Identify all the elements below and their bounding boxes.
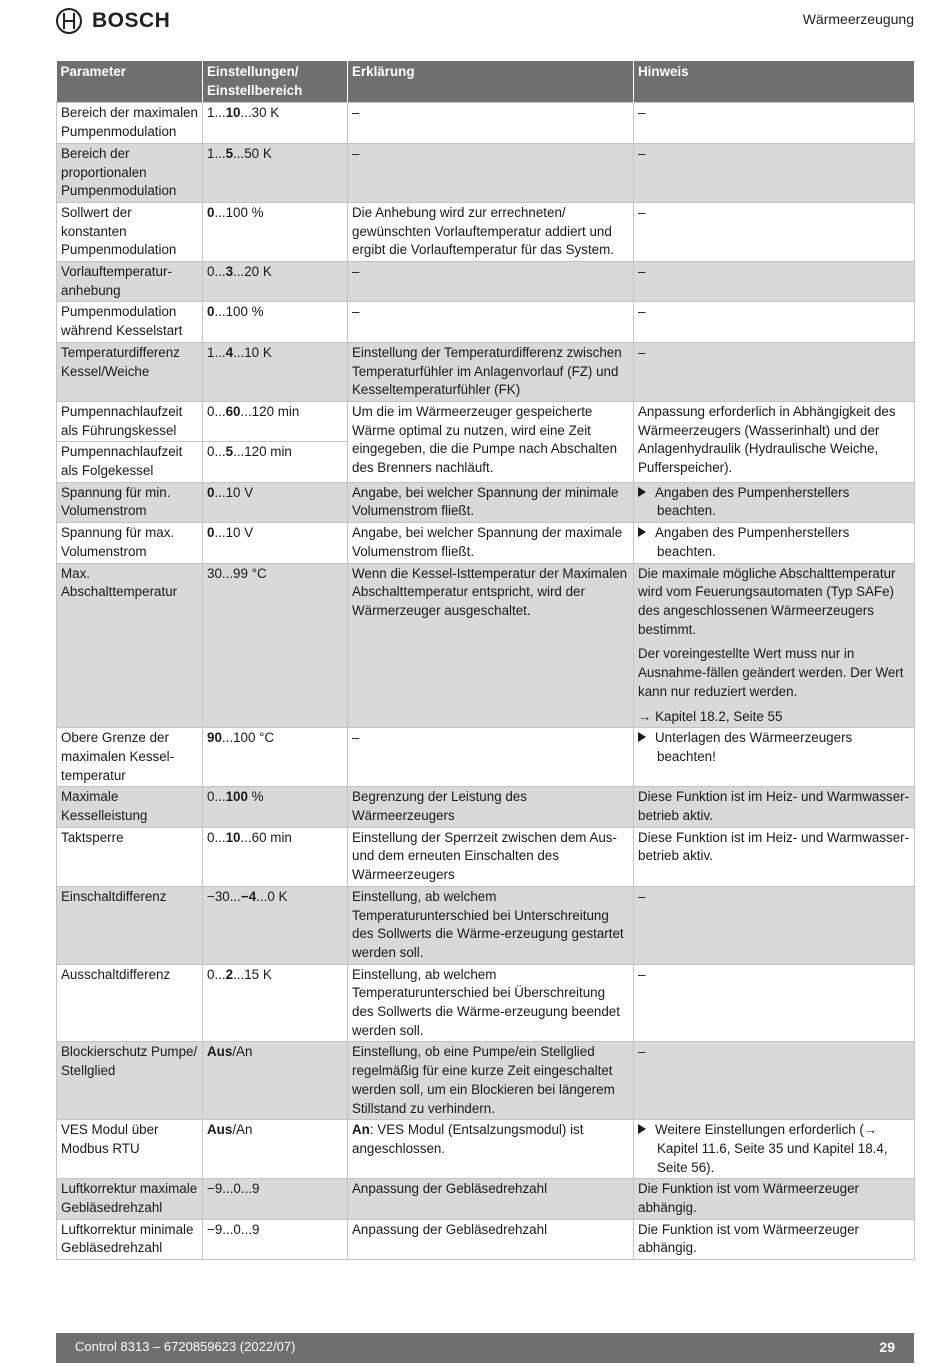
- explanation-cell: Einstellung der Sperrzeit zwischen dem Aus- und dem erneuten Einschalten des Wärmeerzeugers: [348, 827, 634, 886]
- note-cell: Diese Funktion ist im Heiz- und Warmwasser-betrieb aktiv.: [634, 827, 915, 886]
- param-cell: Ausschaltdifferenz: [57, 964, 203, 1042]
- param-cell: Blockierschutz Pumpe/ Stellglied: [57, 1042, 203, 1120]
- explanation-cell: Um die im Wärmeerzeuger gespeicherte Wärme optimal zu nutzen, wird eine Zeit eingegeben, die die Pumpe nach Abschalten des Brenners nachläuft.: [348, 401, 634, 482]
- table-row: [57, 787, 915, 827]
- table-row: [57, 563, 915, 728]
- table-row: [57, 302, 915, 342]
- table-row: [57, 1042, 915, 1120]
- note-cell: –: [634, 103, 915, 143]
- explanation-cell: Wenn die Kessel-Isttemperatur der Maximalen Abschalttemperatur entspricht, wird der Wärmerzeuger ausgeschaltet.: [348, 563, 634, 728]
- table-header-row: [57, 61, 915, 103]
- param-cell: Spannung für min. Volumenstrom: [57, 482, 203, 522]
- setting-cell: −30...−4...0 K: [203, 886, 348, 964]
- explanation-cell: Anpassung der Gebläsedrehzahl: [348, 1219, 634, 1259]
- param-cell: Vorlauftemperatur-anhebung: [57, 262, 203, 302]
- note-cell: –: [634, 202, 915, 261]
- table-row: [57, 1219, 915, 1259]
- page-footer: [56, 1333, 914, 1363]
- explanation-cell: –: [348, 728, 634, 787]
- document-reference: Control 8313 – 6720859623 (2022/07): [75, 1339, 296, 1354]
- explanation-cell: Angabe, bei welcher Spannung der minimale Volumenstrom fließt.: [348, 482, 634, 522]
- note-cell: –: [634, 964, 915, 1042]
- table-row: [57, 202, 915, 261]
- table-row: [57, 886, 915, 964]
- setting-cell: Aus/An: [203, 1120, 348, 1179]
- column-header-parameter: Parameter: [57, 61, 203, 103]
- explanation-cell: –: [348, 302, 634, 342]
- setting-cell: 1...5...50 K: [203, 143, 348, 202]
- note-cell: –: [634, 342, 915, 401]
- note-cell: Angaben des Pumpenherstellers beachten.: [634, 523, 915, 563]
- column-header-note: Hinweis: [634, 61, 915, 103]
- setting-cell: 30...99 °C: [203, 563, 348, 728]
- setting-cell: 0...100 %: [203, 787, 348, 827]
- table-row: [57, 103, 915, 143]
- explanation-cell: Einstellung, ob eine Pumpe/ein Stellglied regelmäßig für eine kurze Zeit eingeschaltet werden soll, um ein Blockieren bei längerem Stillstand zu verhindern.: [348, 1042, 634, 1120]
- explanation-cell: –: [348, 143, 634, 202]
- table-row: [57, 342, 915, 401]
- explanation-cell: Die Anhebung wird zur errechneten/ gewünschten Vorlauftemperatur addiert und ergibt die Vorlauftemperatur für das System.: [348, 202, 634, 261]
- param-cell: Bereich der proportionalen Pumpenmodulation: [57, 143, 203, 202]
- arrow-right-triangle-icon: [638, 1124, 646, 1134]
- parameter-table: [56, 61, 915, 1260]
- column-header-explanation: Erklärung: [348, 61, 634, 103]
- note-cell: –: [634, 262, 915, 302]
- note-cell: Angaben des Pumpenherstellers beachten.: [634, 482, 915, 522]
- table-row: [57, 401, 915, 441]
- setting-cell: 0...60...120 min: [203, 401, 348, 441]
- note-cell: –: [634, 1042, 915, 1120]
- column-header-settings: Einstellungen/ Einstellbereich: [203, 61, 348, 103]
- arrow-right-triangle-icon: [638, 527, 646, 537]
- table-row: [57, 964, 915, 1042]
- table-row: [57, 827, 915, 886]
- note-cell: Diese Funktion ist im Heiz- und Warmwasser-betrieb aktiv.: [634, 787, 915, 827]
- note-cell: –: [634, 886, 915, 964]
- page-header: [56, 6, 914, 36]
- bosch-armature-icon: [56, 8, 82, 34]
- table-row: [57, 523, 915, 563]
- note-cell: Unterlagen des Wärmeerzeugers beachten!: [634, 728, 915, 787]
- param-cell: Taktsperre: [57, 827, 203, 886]
- brand-name: BOSCH: [92, 9, 171, 32]
- brand-logo: [56, 8, 170, 34]
- note-cell: –: [634, 143, 915, 202]
- section-title: Wärmeerzeugung: [802, 11, 914, 27]
- param-cell: Maximale Kesselleistung: [57, 787, 203, 827]
- setting-cell: 0...10 V: [203, 523, 348, 563]
- explanation-cell: Begrenzung der Leistung des Wärmeerzeugers: [348, 787, 634, 827]
- table-row: [57, 728, 915, 787]
- note-cell: Die maximale mögliche Abschalttemperatur wird vom Feuerungsautomaten (Typ SAFe) des angeschlossenen Wärmeerzeugers bestimmt. Der voreingestellte Wert muss nur in Ausnahme-fällen geändert werden. Der Wert kann nur reduziert werden. → Kapitel 18.2, Seite 55: [634, 563, 915, 728]
- param-cell: Spannung für max. Volumenstrom: [57, 523, 203, 563]
- table-row: [57, 262, 915, 302]
- explanation-cell: –: [348, 262, 634, 302]
- setting-cell: 0...10 V: [203, 482, 348, 522]
- param-cell: Pumpennachlaufzeit als Folgekessel: [57, 442, 203, 482]
- setting-cell: 0...5...120 min: [203, 442, 348, 482]
- note-cell: Weitere Einstellungen erforderlich (→ Kapitel 11.6, Seite 35 und Kapitel 18.4, Seite 56).: [634, 1120, 915, 1179]
- table-row: [57, 1120, 915, 1179]
- explanation-cell: –: [348, 103, 634, 143]
- explanation-cell: Einstellung der Temperaturdifferenz zwischen Temperaturfühler im Anlagenvorlauf (FZ) und Kesseltemperaturfühler (FK): [348, 342, 634, 401]
- setting-cell: 0...10...60 min: [203, 827, 348, 886]
- setting-cell: 0...2...15 K: [203, 964, 348, 1042]
- setting-cell: 1...10...30 K: [203, 103, 348, 143]
- arrow-right-triangle-icon: [638, 487, 646, 497]
- note-cell: Die Funktion ist vom Wärmeerzeuger abhängig.: [634, 1179, 915, 1219]
- param-cell: Sollwert der konstanten Pumpenmodulation: [57, 202, 203, 261]
- note-cell: –: [634, 302, 915, 342]
- setting-cell: 0...100 %: [203, 302, 348, 342]
- explanation-cell: Anpassung der Gebläsedrehzahl: [348, 1179, 634, 1219]
- note-cell: Die Funktion ist vom Wärmeerzeuger abhängig.: [634, 1219, 915, 1259]
- param-cell: Einschaltdifferenz: [57, 886, 203, 964]
- param-cell: Bereich der maximalen Pumpenmodulation: [57, 103, 203, 143]
- explanation-cell: Einstellung, ab welchem Temperaturunterschied bei Unterschreitung des Sollwerts die Wärme-erzeugung gestartet werden soll.: [348, 886, 634, 964]
- setting-cell: 1...4...10 K: [203, 342, 348, 401]
- setting-cell: −9...0...9: [203, 1219, 348, 1259]
- setting-cell: 90...100 °C: [203, 728, 348, 787]
- table-row: [57, 1179, 915, 1219]
- param-cell: Temperaturdifferenz Kessel/Weiche: [57, 342, 203, 401]
- arrow-right-triangle-icon: [638, 732, 646, 742]
- param-cell: Luftkorrektur minimale Gebläsedrehzahl: [57, 1219, 203, 1259]
- table-row: [57, 143, 915, 202]
- param-cell: Pumpenmodulation während Kesselstart: [57, 302, 203, 342]
- setting-cell: Aus/An: [203, 1042, 348, 1120]
- note-cell: Anpassung erforderlich in Abhängigkeit des Wärmeerzeugers (Wasserinhalt) und der Anlagenhydraulik (Hydraulische Weiche, Pufferspeicher).: [634, 401, 915, 482]
- param-cell: VES Modul über Modbus RTU: [57, 1120, 203, 1179]
- param-cell: Obere Grenze der maximalen Kessel-temperatur: [57, 728, 203, 787]
- param-cell: Max. Abschalttemperatur: [57, 563, 203, 728]
- setting-cell: 0...100 %: [203, 202, 348, 261]
- table-row: [57, 482, 915, 522]
- param-cell: Luftkorrektur maximale Gebläsedrehzahl: [57, 1179, 203, 1219]
- setting-cell: 0...3...20 K: [203, 262, 348, 302]
- param-cell: Pumpennachlaufzeit als Führungskessel: [57, 401, 203, 441]
- explanation-cell: Einstellung, ab welchem Temperaturunterschied bei Überschreitung des Sollwerts die Wärme-erzeugung beendet werden soll.: [348, 964, 634, 1042]
- explanation-cell: An: VES Modul (Entsalzungsmodul) ist angeschlossen.: [348, 1120, 634, 1179]
- explanation-cell: Angabe, bei welcher Spannung der maximale Volumenstrom fließt.: [348, 523, 634, 563]
- page-number: 29: [879, 1339, 895, 1355]
- cross-reference-link[interactable]: → Kapitel 18.2, Seite 55: [638, 708, 783, 724]
- setting-cell: −9...0...9: [203, 1179, 348, 1219]
